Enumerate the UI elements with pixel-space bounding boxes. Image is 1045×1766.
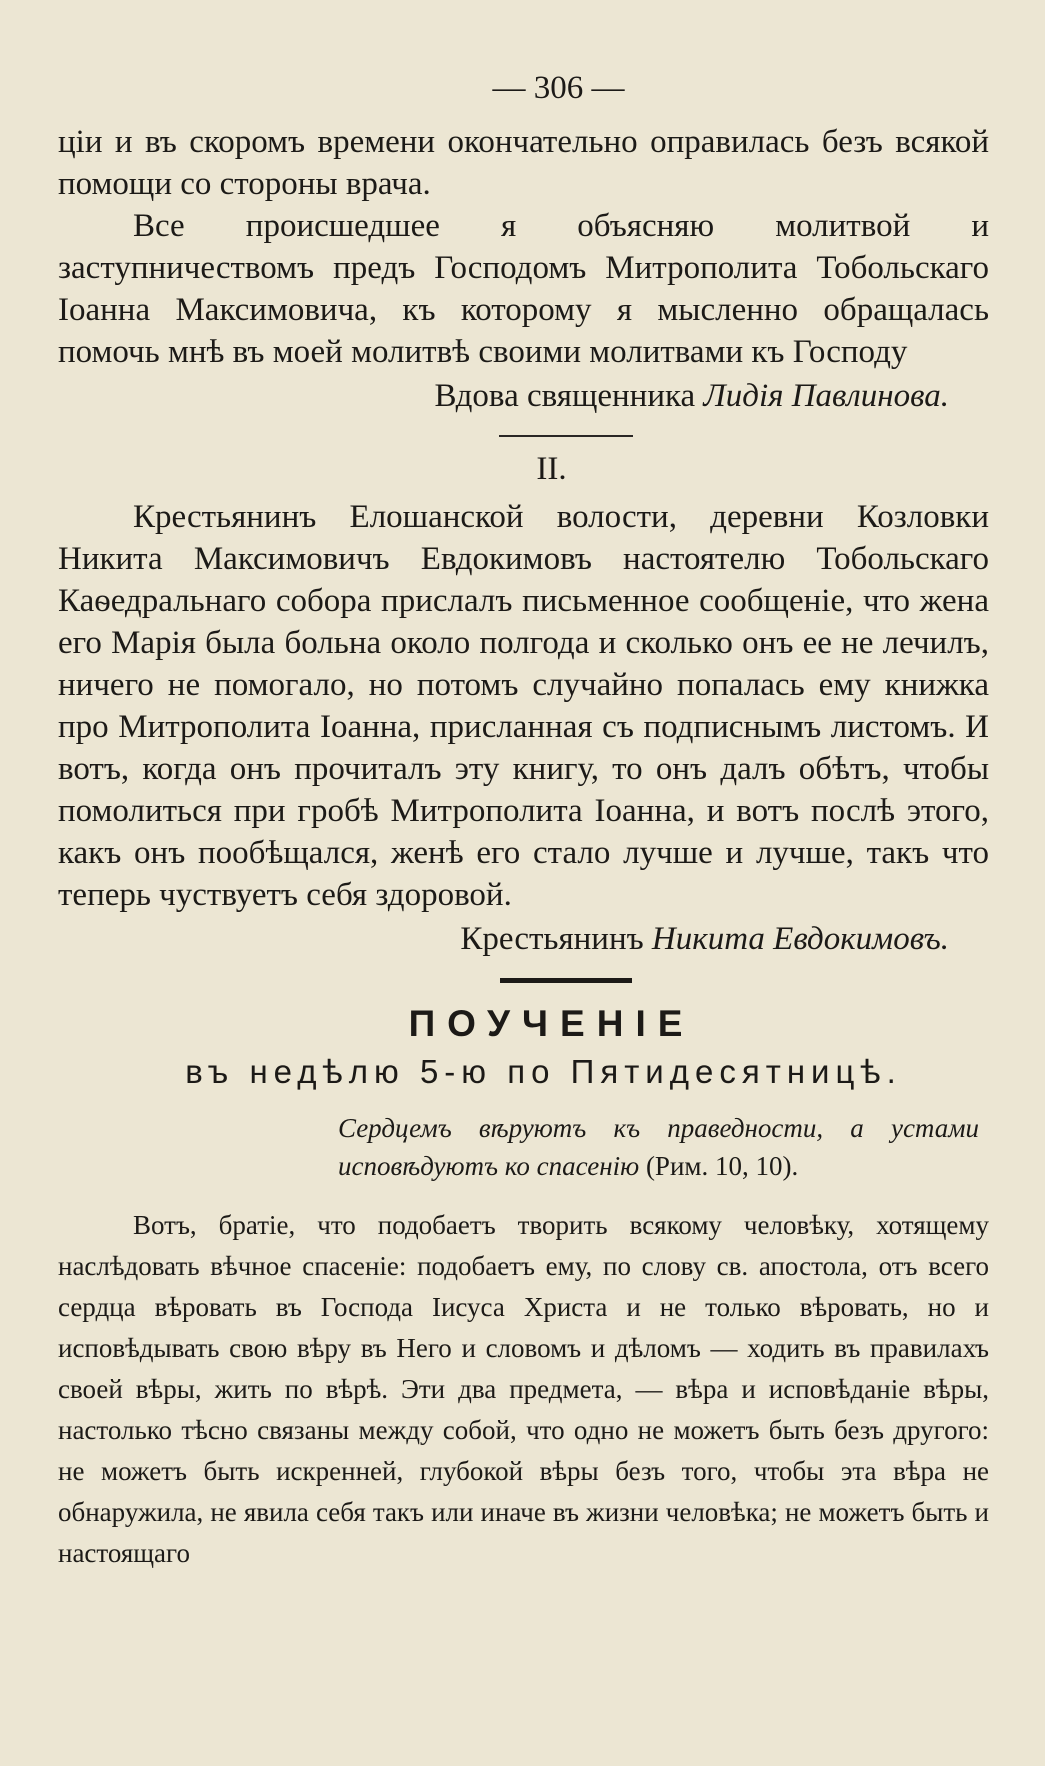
signature-1-name: Лидія Павлинова. [703,378,949,414]
sermon-subtitle: въ недѣлю 5-ю по Пятидесятницѣ. [185,1053,902,1090]
signature-1 [58,375,949,417]
epigraph-reference: (Рим. 10, 10). [639,1151,799,1181]
section-divider [499,435,633,437]
signature-1-prefix: Вдова священника [434,378,704,414]
page-number: — 306 — [492,70,625,106]
paragraph-testimony-1: Все происшедшее я объясняю молитвой и заступничествомъ предъ Господомъ Митрополита Тобольскаго Іоанна Максимовича, къ которому я мысленно обращалась помочь мнѣ въ моей молитвѣ своими молитвами къ Господу [58,208,989,370]
signature-2-prefix: Крестьянинъ [460,921,652,957]
sermon-title: ПОУЧЕНІЕ [408,1003,695,1044]
sermon-epigraph [338,1109,979,1185]
paragraph-testimony-2: Крестьянинъ Елошанской волости, деревни Козловки Никита Максимовичъ Евдокимовъ настоятелю Тобольскаго Каѳедральнаго собора прислалъ письменное сообщеніе, что жена его Марія была больна около полгода и сколько онъ ее не лечилъ, ничего не помогало, но потомъ случайно попалась ему книжка про Митрополита Іоанна, присланная съ подписнымъ листомъ. И вотъ, когда онъ прочиталъ эту книгу, то онъ далъ обѣтъ, чтобы помолиться при гробѣ Митрополита Іоанна, и вотъ послѣ этого, какъ онъ пообѣщался, женѣ его стало лучше и лучше, такъ что теперь чуствуетъ себя здоровой. [58,499,989,913]
epigraph-quote: Сердцемъ вѣруютъ къ праведности, а устами исповѣдуютъ ко спасенію [338,1113,979,1181]
signature-2 [58,918,949,960]
paragraph-continuation: ціи и въ скоромъ времени окончательно оправилась безъ всякой помощи со стороны врача. [58,124,989,202]
signature-2-name: Никита Евдокимовъ. [651,921,949,957]
section-number: II. [536,451,567,487]
sermon-body: Вотъ, братіе, что подобаетъ творить всякому человѣку, хотящему наслѣдовать вѣчное спасеніе: подобаетъ ему, по слову св. апостола, отъ всего сердца вѣровать въ Господа Іисуса Христа и не только вѣровать, но и исповѣдывать свою вѣру въ Него и словомъ и дѣломъ — ходить въ правилахъ своей вѣры, жить по вѣрѣ. Эти два предмета, — вѣра и исповѣданіе вѣры, настолько тѣсно связаны между собой, что одно не можетъ быть безъ другого: не можетъ быть искренней, глубокой вѣры безъ того, чтобы эта вѣра не обнаружила, не явила себя такъ или иначе въ жизни человѣка; не можетъ быть и настоящаго [58,1210,989,1568]
heading-divider [500,978,632,983]
